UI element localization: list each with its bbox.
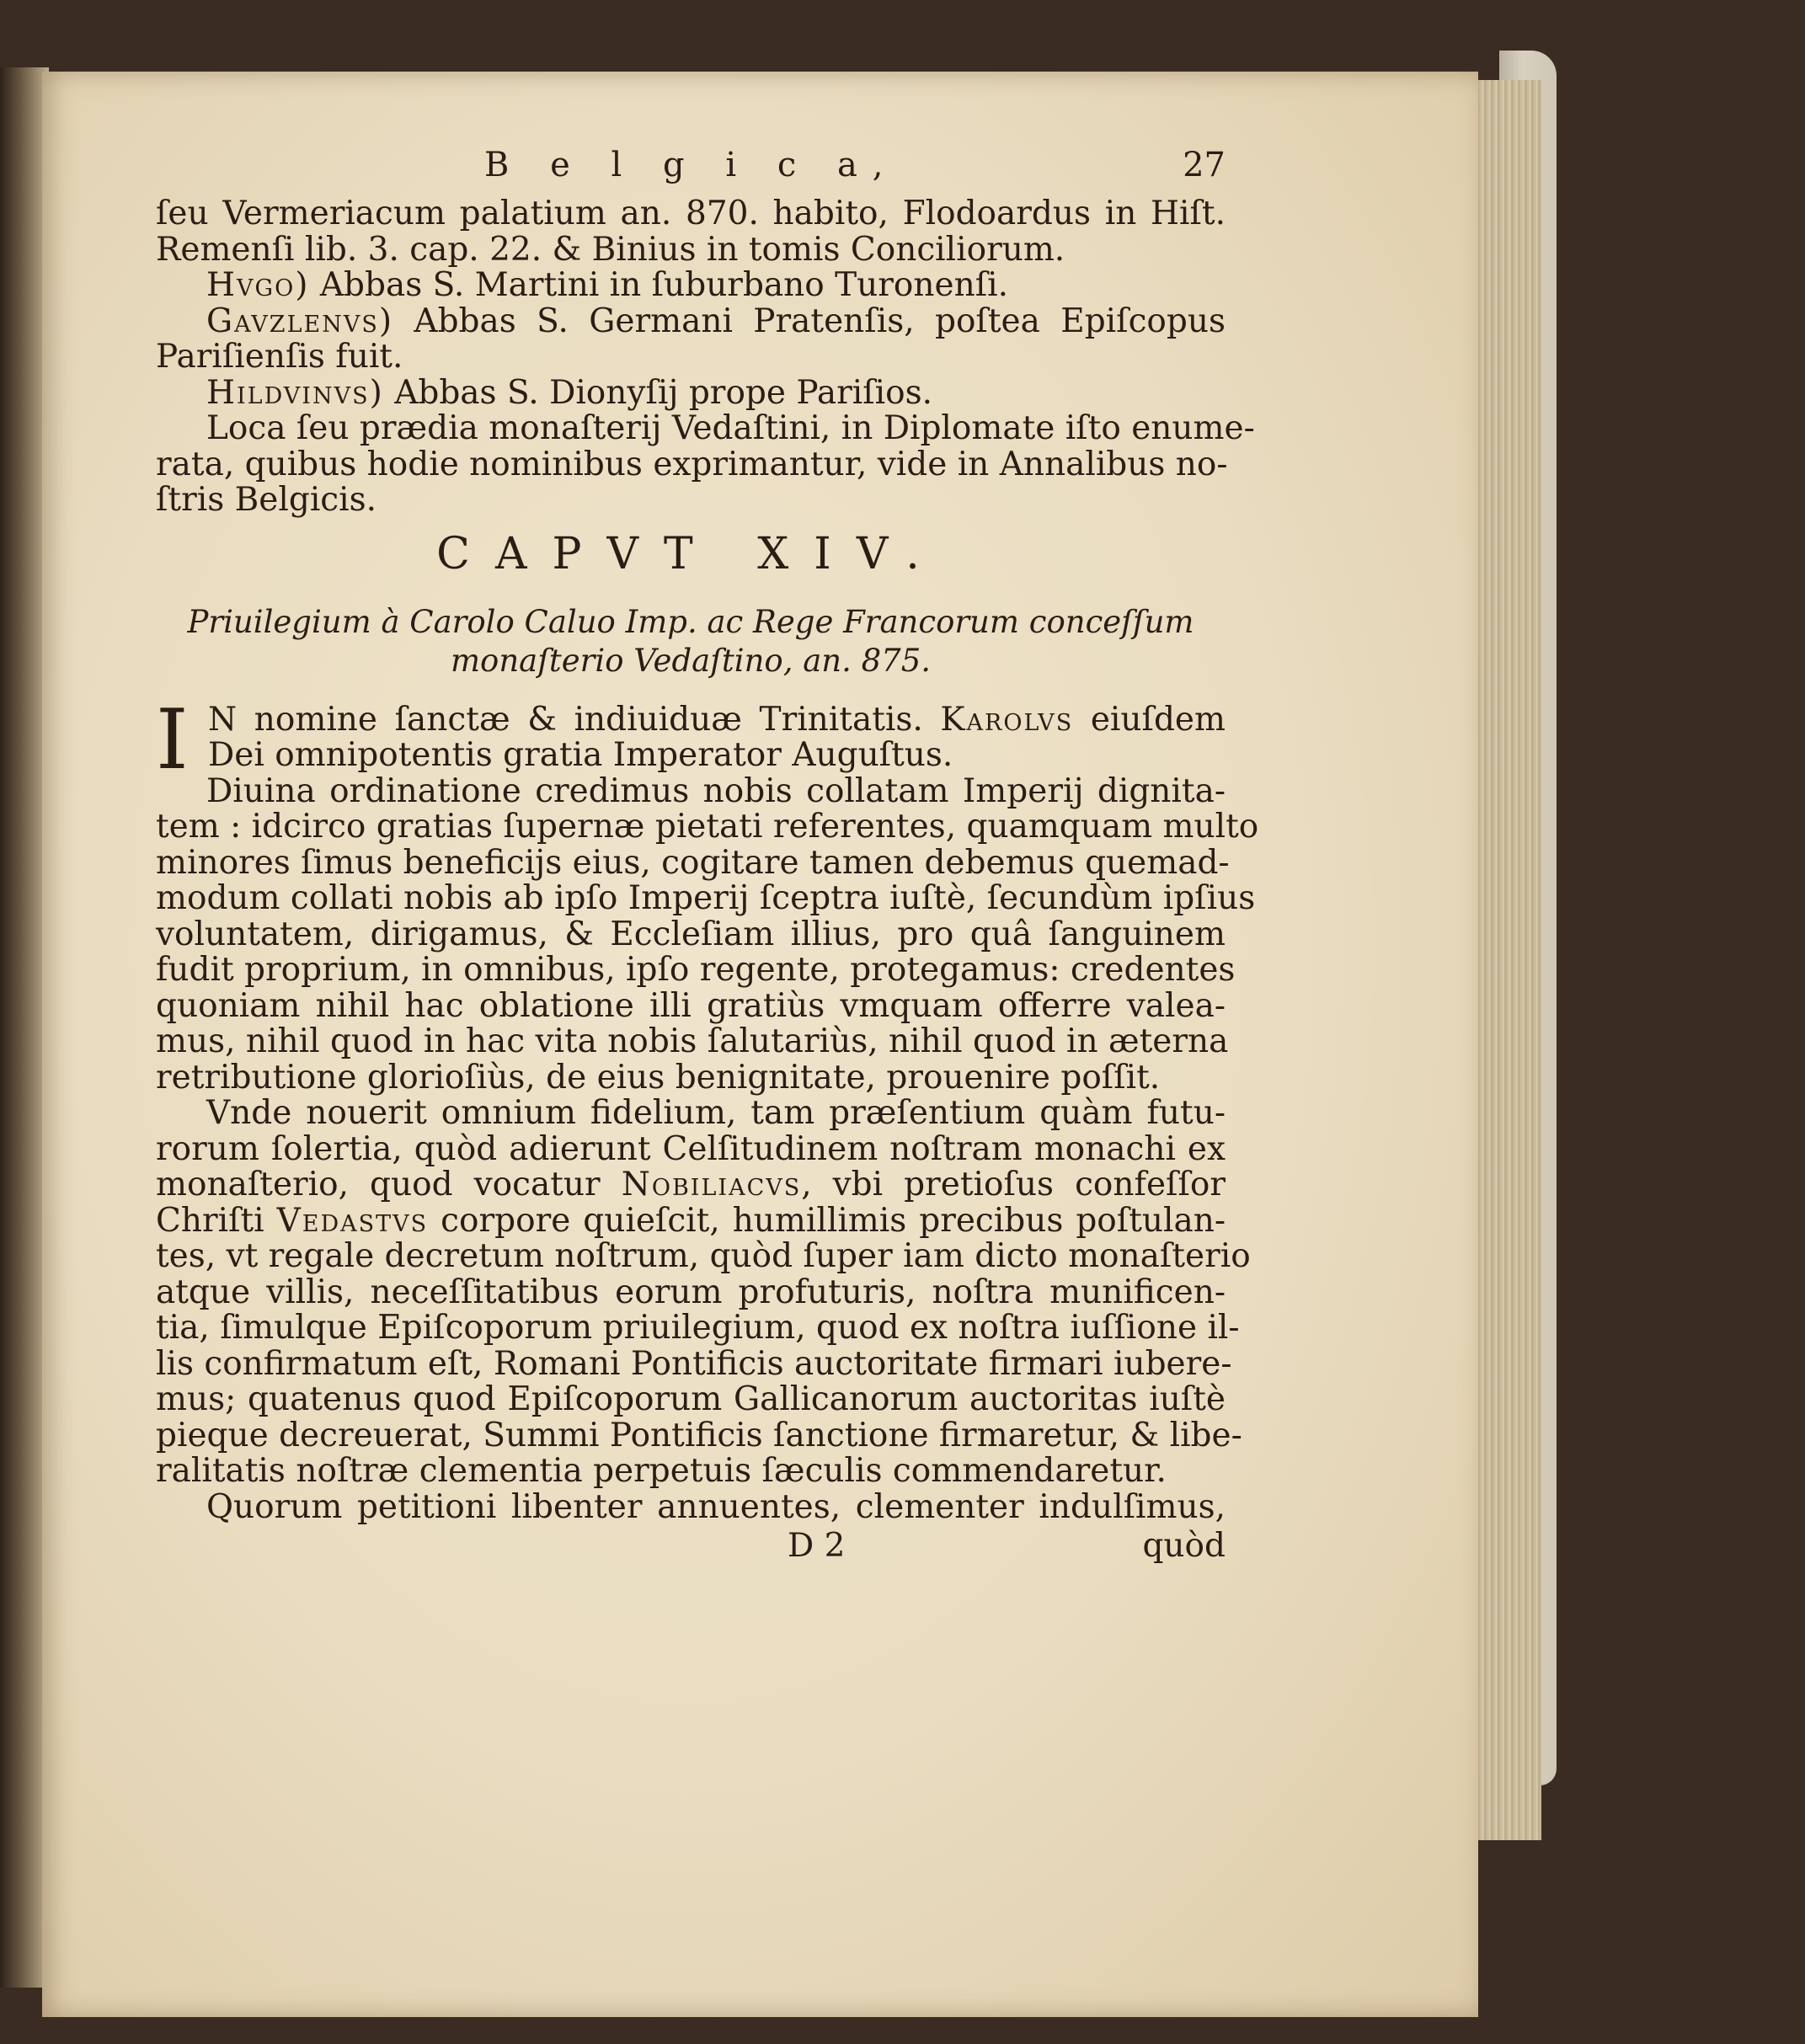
name-hilduinus: Hildvinvs) xyxy=(206,373,384,412)
text-line: voluntatem, dirigamus, & Eccleſiam illius, pro quâ ſanguinem xyxy=(156,915,1226,953)
text-line: tia, ſimulque Epiſcoporum priuilegium, quod ex noſtra iuſſione il- xyxy=(156,1309,1240,1347)
note-gauzlenus xyxy=(156,304,1226,340)
page-footer xyxy=(156,1529,1226,1567)
text-run: monaſterio, quod vocatur xyxy=(156,1166,601,1203)
text-line xyxy=(156,1203,1226,1240)
text-line: Loca ſeu prædia monaſterij Vedaſtini, in Diplomate iſto enume- xyxy=(206,409,1255,447)
running-head-title: B e l g i c a, xyxy=(484,146,899,184)
page-text xyxy=(156,146,1259,1567)
name-gauzlenus: Gavzlenvs) xyxy=(206,302,394,340)
text-line: quoniam nihil hac oblatione illi gratiùs vmquam offerre valea- xyxy=(156,986,1226,1025)
text-line: Vnde nouerit omnium fidelium, tam præſentium quàm futu- xyxy=(206,1094,1226,1132)
text-line: Diuina ordinatione credimus nobis collatam Imperij dignita- xyxy=(206,771,1226,810)
text-run: N nomine ſanctæ & indiuiduæ Trinitatis. xyxy=(208,700,923,739)
text-line: minores ſimus beneficijs eius, cogitare tamen debemus quemad- xyxy=(156,843,1230,882)
note-hilduinus xyxy=(156,373,1226,412)
rubric-line: Priuilegium à Carolo Caluo Imp. ac Rege Francorum conceſſum xyxy=(187,603,1194,640)
text-line: pieque decreuerat, Summi Pontificis ſanctione firmaretur, & libe- xyxy=(156,1416,1242,1454)
text-line: ralitatis noſtræ clementia perpetuis ſæculis commendaretur. xyxy=(156,1452,1167,1490)
page-fore-edge xyxy=(1474,80,1541,1840)
signature-mark: D 2 xyxy=(788,1527,846,1565)
opening-paragraph xyxy=(156,691,1226,788)
name-nobiliacus: Nobiliacvs xyxy=(621,1166,802,1203)
running-head xyxy=(156,147,1226,196)
text-line: Dei omnipotentis gratia Imperator Auguſtus. xyxy=(208,736,953,774)
text-line: modum collati nobis ab ipſo Imperij ſceptra iuſtè, ſecundùm ipſius xyxy=(156,879,1256,917)
text-line: tem : idcirco gratias ſupernæ pietati referentes, quamquam multo xyxy=(156,808,1259,846)
rubric-line: monaſterio Vedaſtino, an. 875. xyxy=(450,642,932,679)
text-line: rata, quibus hodie nominibus exprimantur, vide in Annalibus no- xyxy=(156,445,1228,483)
text-line xyxy=(156,702,1226,739)
text-line: lis confirmatum eſt, Romani Pontificis auctoritate firmari iubere- xyxy=(156,1344,1232,1383)
text-line: retributione glorioſiùs, de eius benignitate, prouenire poſſit. xyxy=(156,1058,1161,1097)
drop-cap: I xyxy=(156,691,189,788)
page-number: 27 xyxy=(1183,146,1226,184)
catchword: quòd xyxy=(1142,1527,1226,1565)
text-line: Quorum petitioni libenter annuentes, clementer indulſimus, xyxy=(206,1487,1226,1526)
name-karolus: Karolvs xyxy=(940,700,1074,739)
name-hugo: Hvgo) xyxy=(206,266,310,304)
text-line: Remenſi lib. 3. cap. 22. & Binius in tomis Conciliorum. xyxy=(156,230,1065,269)
text-line: mus; quatenus quod Epiſcoporum Gallicanorum auctoritas iuſtè xyxy=(156,1380,1226,1418)
text-run: Chriſti xyxy=(156,1201,264,1240)
note-text: Abbas S. Dionyſij prope Pariſios. xyxy=(394,373,933,412)
text-line: ſeu Vermeriacum palatium an. 870. habito, Flodoardus in Hiſt. xyxy=(156,195,1226,232)
note-hugo xyxy=(156,268,1226,304)
text-run: , vbi pretioſus confeſſor xyxy=(801,1166,1226,1203)
chapter-rubric xyxy=(156,603,1226,680)
text-line: tes, vt regale decretum noſtrum, quòd ſuper iam dicto monaſterio xyxy=(156,1237,1251,1275)
note-text: Abbas S. Martini in ſuburbano Turonenſi. xyxy=(319,266,1009,304)
text-line xyxy=(156,1167,1226,1203)
text-line: mus, nihil quod in hac vita nobis ſalutariùs, nihil quod in æterna xyxy=(156,1022,1229,1060)
text-line: Pariſienſis fuit. xyxy=(156,338,403,376)
text-run: eiuſdem xyxy=(1090,700,1226,739)
note-text: Abbas S. Germani Pratenſis, poſtea Epiſcopus xyxy=(414,302,1226,340)
text-line: atque villis, neceſſitatibus eorum profuturis, noſtra munificen- xyxy=(156,1273,1226,1311)
name-vedastus: Vedastvs xyxy=(276,1201,429,1240)
text-line: fudit proprium, in omnibus, ipſo regente, protegamus: credentes xyxy=(156,951,1236,989)
chapter-title: CAPVT XIV. xyxy=(436,528,945,579)
text-line: ſtris Belgicis. xyxy=(156,481,377,519)
text-run: corpore quieſcit, humillimis precibus poſtulan- xyxy=(441,1201,1226,1240)
text-line: rorum ſolertia, quòd adierunt Celſitudinem noſtram monachi ex xyxy=(156,1129,1226,1168)
